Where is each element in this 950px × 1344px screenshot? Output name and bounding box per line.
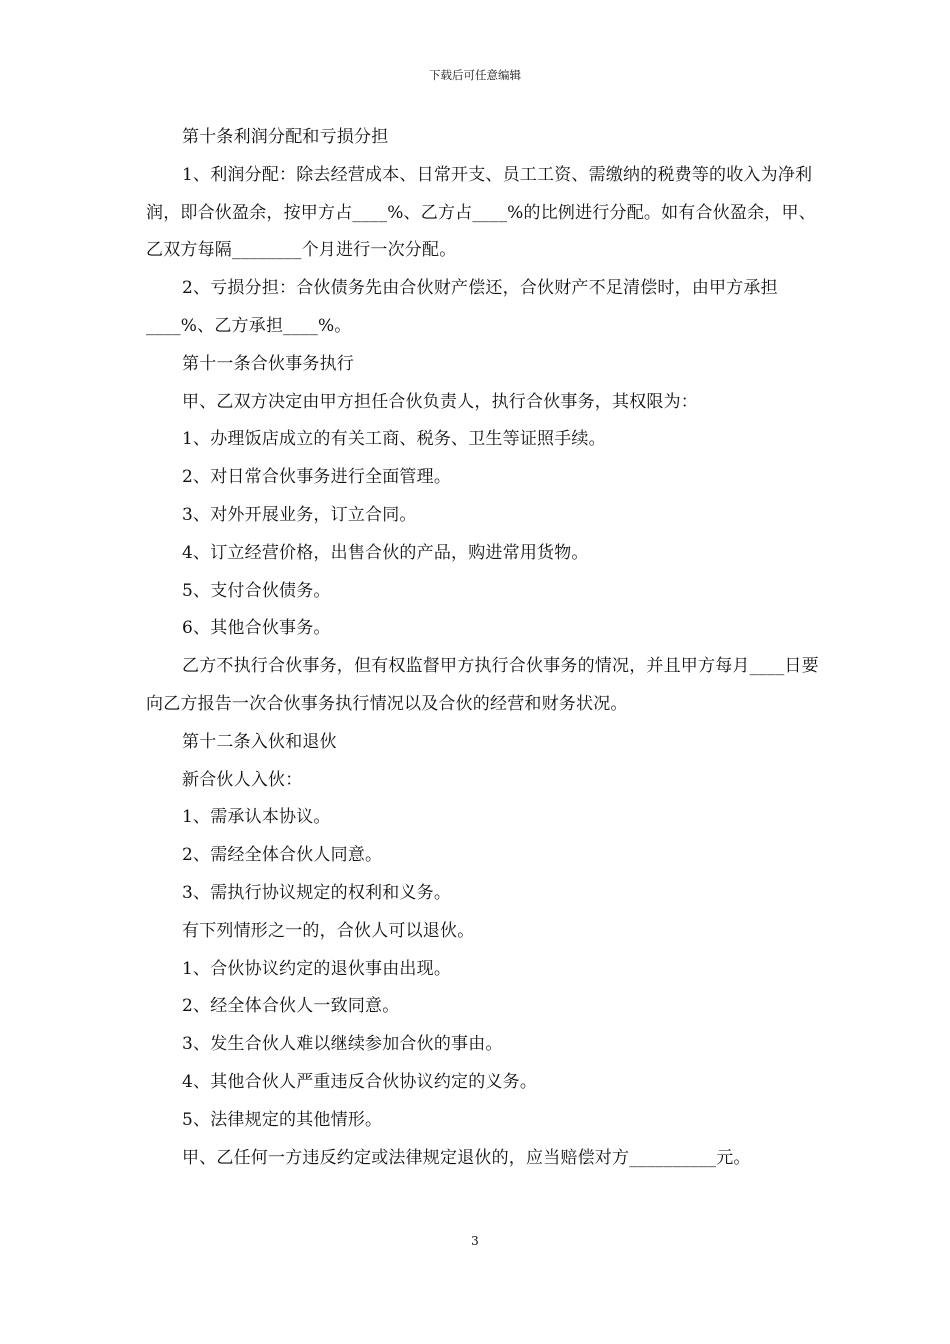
list-item: 5、法律规定的其他情形。 (182, 1109, 383, 1130)
list-item: 2、需经全体合伙人同意。 (182, 845, 383, 866)
section-heading: 第十二条入伙和退伙 (182, 731, 337, 752)
paragraph: 新合伙人入伙： (182, 769, 303, 790)
list-item: 2、经全体合伙人一致同意。 (182, 996, 400, 1017)
paragraph: 1、利润分配：除去经营成本、日常开支、员工工资、需缴纳的税费等的收入为净利润，即合伙盈余，按甲方占____%、乙方占____%的比例进行分配。如有合伙盈余，甲、乙双方每隔________个月进行一次分配。 (146, 164, 816, 261)
paragraph: 乙方不执行合伙事务，但有权监督甲方执行合伙事务的情况，并且甲方每月____日要向乙方报告一次合伙事务执行情况以及合伙的经营和财务状况。 (146, 656, 819, 714)
list-item: 4、订立经营价格，出售合伙的产品，购进常用货物。 (182, 542, 589, 563)
list-item: 3、对外开展业务，订立合同。 (182, 504, 417, 525)
section-heading: 第十条利润分配和亏损分担 (182, 127, 389, 147)
page-header: 下载后可任意编辑 (429, 68, 521, 82)
list-item: 1、合伙协议约定的退伙事由出现。 (182, 958, 452, 979)
page-number: 3 (471, 1234, 479, 1248)
list-item: 4、其他合伙人严重违反合伙协议约定的义务。 (182, 1071, 538, 1092)
list-item: 5、支付合伙债务。 (182, 580, 331, 601)
list-item: 3、需执行协议规定的权利和义务。 (182, 882, 452, 903)
list-item: 3、发生合伙人难以继续参加合伙的事由。 (182, 1034, 503, 1055)
list-item: 1、办理饭店成立的有关工商、税务、卫生等证照手续。 (182, 429, 606, 450)
paragraph: 有下列情形之一的，合伙人可以退伙。 (182, 920, 475, 941)
document-body (146, 119, 822, 1177)
paragraph: 2、亏损分担：合伙债务先由合伙财产偿还，合伙财产不足清偿时，由甲方承担____%、乙方承担____%。 (146, 278, 778, 336)
list-item: 1、需承认本协议。 (182, 807, 331, 828)
paragraph: 甲、乙双方决定由甲方担任合伙负责人，执行合伙事务，其权限为： (182, 391, 698, 412)
paragraph: 甲、乙任何一方违反约定或法律规定退伙的，应当赔偿对方__________元。 (182, 1147, 751, 1168)
list-item: 2、对日常合伙事务进行全面管理。 (182, 467, 452, 488)
list-item: 6、其他合伙事务。 (182, 618, 331, 639)
section-heading: 第十一条合伙事务执行 (182, 353, 354, 374)
